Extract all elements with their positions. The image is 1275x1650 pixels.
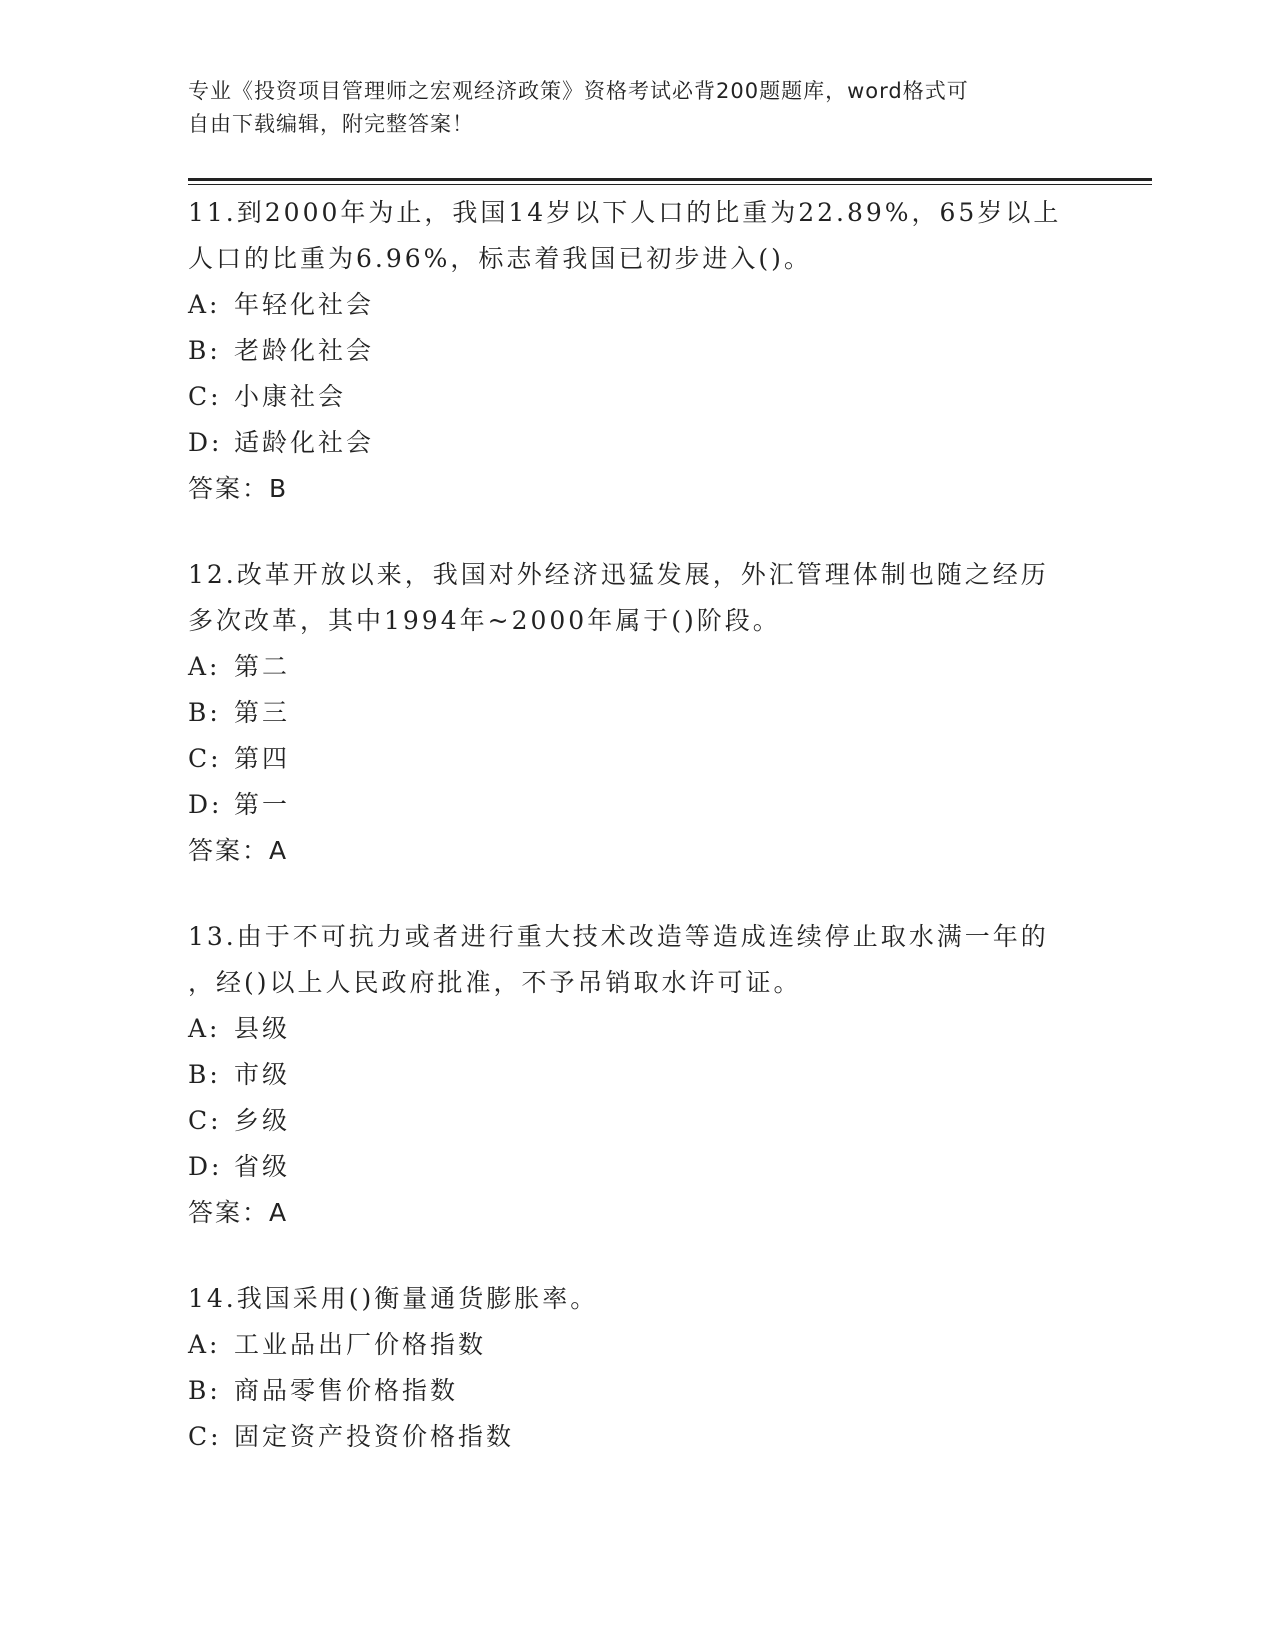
option-c: [188, 1098, 1088, 1144]
option-key: C:: [188, 1422, 222, 1451]
option-b: [188, 1052, 1088, 1098]
question-11: [188, 190, 1088, 512]
document-header: [188, 75, 1068, 141]
option-key: B:: [188, 1060, 221, 1089]
question-text: ，经()以上人民政府批准，不予吊销取水许可证。: [188, 968, 802, 997]
option-text: 第四: [234, 744, 291, 773]
answer-label: 答案：: [188, 474, 270, 503]
option-d: [188, 420, 1088, 466]
option-d: [188, 1144, 1088, 1190]
answer-value: A: [269, 836, 289, 865]
option-key: C:: [188, 1106, 222, 1135]
option-key: C:: [188, 382, 222, 411]
question-text: 11.到2000年为止，我国14岁以下人口的比重为22.89%，65岁以上: [188, 198, 1062, 227]
option-text: 第三: [234, 698, 291, 727]
option-b: [188, 690, 1088, 736]
header-line: 专业《投资项目管理师之宏观经济政策》资格考试必背200题题库，word格式可: [188, 79, 969, 103]
question-text: 多次改革，其中1994年~2000年属于()阶段。: [188, 606, 781, 635]
question-14: [188, 1276, 1088, 1460]
option-c: [188, 1414, 1088, 1460]
question-text: 12.改革开放以来，我国对外经济迅猛发展，外汇管理体制也随之经历: [188, 560, 1049, 589]
option-key: B:: [188, 698, 221, 727]
option-key: B:: [188, 336, 221, 365]
option-key: A:: [188, 1330, 221, 1359]
answer-label: 答案：: [188, 836, 270, 865]
option-text: 适龄化社会: [234, 428, 375, 457]
option-text: 市级: [234, 1060, 291, 1089]
option-c: [188, 374, 1088, 420]
question-12: [188, 552, 1088, 874]
option-text: 省级: [234, 1152, 291, 1181]
option-text: 老龄化社会: [234, 336, 375, 365]
option-key: D:: [188, 790, 223, 819]
option-key: B:: [188, 1376, 221, 1405]
question-text: 13.由于不可抗力或者进行重大技术改造等造成连续停止取水满一年的: [188, 922, 1049, 951]
option-b: [188, 328, 1088, 374]
question-13: [188, 914, 1088, 1236]
option-key: C:: [188, 744, 222, 773]
option-a: [188, 1322, 1088, 1368]
option-key: D:: [188, 1152, 223, 1181]
answer-value: A: [269, 1198, 289, 1227]
question-list: [188, 190, 1088, 1500]
option-text: 商品零售价格指数: [234, 1376, 459, 1405]
option-text: 小康社会: [234, 382, 347, 411]
option-c: [188, 736, 1088, 782]
answer-line: [188, 828, 1088, 874]
option-text: 工业品出厂价格指数: [234, 1330, 487, 1359]
option-key: A:: [188, 652, 221, 681]
option-a: [188, 1006, 1088, 1052]
answer-value: B: [269, 474, 289, 503]
option-b: [188, 1368, 1088, 1414]
answer-line: [188, 1190, 1088, 1236]
option-text: 第二: [234, 652, 291, 681]
answer-line: [188, 466, 1088, 512]
option-text: 年轻化社会: [234, 290, 375, 319]
option-text: 乡级: [234, 1106, 291, 1135]
option-key: D:: [188, 428, 223, 457]
question-text: 人口的比重为6.96%，标志着我国已初步进入()。: [188, 244, 812, 273]
header-divider-thin: [188, 184, 1152, 185]
question-text: 14.我国采用()衡量通货膨胀率。: [188, 1284, 599, 1313]
header-line: 自由下载编辑，附完整答案！: [188, 112, 474, 136]
option-text: 县级: [234, 1014, 291, 1043]
option-text: 第一: [234, 790, 291, 819]
option-d: [188, 782, 1088, 828]
answer-label: 答案：: [188, 1198, 270, 1227]
option-a: [188, 644, 1088, 690]
header-divider: [188, 178, 1152, 181]
option-key: A:: [188, 290, 221, 319]
option-text: 固定资产投资价格指数: [234, 1422, 515, 1451]
option-a: [188, 282, 1088, 328]
option-key: A:: [188, 1014, 221, 1043]
